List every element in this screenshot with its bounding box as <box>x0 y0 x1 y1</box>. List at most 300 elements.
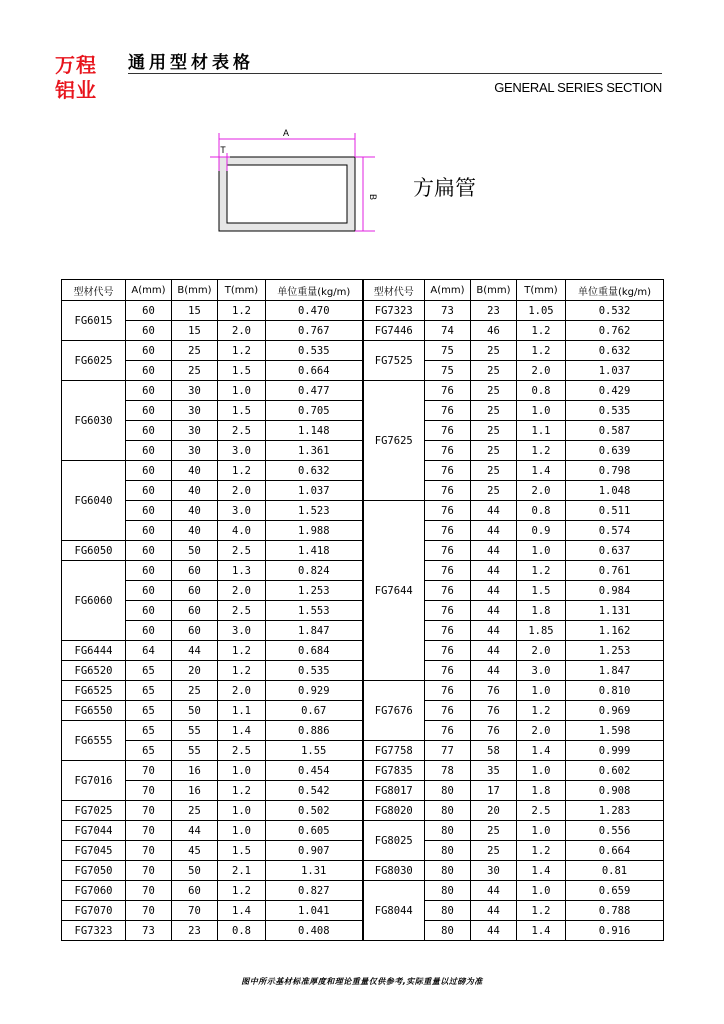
thickness-cell: 1.4 <box>517 861 566 881</box>
unit-weight-cell: 1.31 <box>266 861 363 881</box>
dim-b-cell: 30 <box>172 381 218 401</box>
dim-b-cell: 25 <box>471 401 517 421</box>
unit-weight-cell: 1.253 <box>566 641 664 661</box>
dim-a-cell: 65 <box>126 721 172 741</box>
column-header: B(mm) <box>172 280 218 301</box>
column-header: B(mm) <box>471 280 517 301</box>
dim-a-cell: 65 <box>126 741 172 761</box>
thickness-cell: 2.1 <box>218 861 266 881</box>
thickness-cell: 2.5 <box>218 601 266 621</box>
section-code: FG7323 <box>62 921 126 941</box>
dim-a-cell: 70 <box>126 821 172 841</box>
table-row <box>62 881 664 901</box>
unit-weight-cell: 1.598 <box>566 721 664 741</box>
thickness-cell: 1.3 <box>218 561 266 581</box>
dim-b-cell: 45 <box>172 841 218 861</box>
thickness-cell: 0.8 <box>517 501 566 521</box>
dim-a-cell: 76 <box>425 421 471 441</box>
thickness-cell: 1.2 <box>218 641 266 661</box>
section-code: FG6025 <box>62 341 126 381</box>
unit-weight-cell: 0.511 <box>566 501 664 521</box>
thickness-cell: 3.0 <box>218 441 266 461</box>
unit-weight-cell: 0.602 <box>566 761 664 781</box>
column-header: A(mm) <box>126 280 172 301</box>
dim-b-cell: 20 <box>471 801 517 821</box>
dim-a-cell: 75 <box>425 361 471 381</box>
thickness-cell: 1.0 <box>218 821 266 841</box>
dim-b-cell: 44 <box>471 641 517 661</box>
dim-a-cell: 77 <box>425 741 471 761</box>
section-code: FG6015 <box>62 301 126 341</box>
dim-a-cell: 60 <box>126 521 172 541</box>
table-row <box>62 801 664 821</box>
page-title-en: GENERAL SERIES SECTION <box>494 80 662 95</box>
dim-a-cell: 76 <box>425 521 471 541</box>
dim-b-cell: 40 <box>172 501 218 521</box>
table-row <box>62 381 664 401</box>
dim-b-cell: 16 <box>172 761 218 781</box>
thickness-cell: 1.0 <box>517 821 566 841</box>
section-code: FG7050 <box>62 861 126 881</box>
dim-b-cell: 25 <box>471 841 517 861</box>
thickness-cell: 1.2 <box>517 441 566 461</box>
unit-weight-cell: 0.762 <box>566 321 664 341</box>
dim-b-cell: 44 <box>471 521 517 541</box>
section-code: FG7758 <box>363 741 425 761</box>
thickness-cell: 1.85 <box>517 621 566 641</box>
dim-b-cell: 25 <box>471 341 517 361</box>
thickness-cell: 1.0 <box>517 881 566 901</box>
dim-a-cell: 60 <box>126 481 172 501</box>
dim-a-cell: 60 <box>126 381 172 401</box>
unit-weight-cell: 0.767 <box>266 321 363 341</box>
thickness-cell: 1.2 <box>218 781 266 801</box>
dim-a-cell: 80 <box>425 901 471 921</box>
unit-weight-cell: 1.253 <box>266 581 363 601</box>
brand-logo-line2: 铝业 <box>55 78 97 102</box>
thickness-cell: 1.5 <box>218 361 266 381</box>
unit-weight-cell: 0.81 <box>566 861 664 881</box>
dim-b-cell: 25 <box>172 681 218 701</box>
dim-a-cell: 73 <box>425 301 471 321</box>
dim-a-cell: 60 <box>126 421 172 441</box>
dim-b-cell: 44 <box>172 821 218 841</box>
dim-b-cell: 44 <box>471 541 517 561</box>
table-row <box>62 741 664 761</box>
table-row <box>62 681 664 701</box>
dim-b-cell: 44 <box>471 921 517 941</box>
unit-weight-cell: 0.408 <box>266 921 363 941</box>
table-row <box>62 781 664 801</box>
unit-weight-cell: 1.523 <box>266 501 363 521</box>
product-name: 方扁管 <box>413 176 476 200</box>
dim-b-cell: 30 <box>471 861 517 881</box>
page-title-cn: 通用型材表格 <box>128 53 254 73</box>
brand-logo-line1: 万程 <box>55 53 97 77</box>
thickness-cell: 1.5 <box>517 581 566 601</box>
thickness-cell: 1.4 <box>517 741 566 761</box>
dim-a-cell: 80 <box>425 821 471 841</box>
dim-b-cell: 76 <box>471 721 517 741</box>
dim-a-cell: 76 <box>425 701 471 721</box>
thickness-cell: 2.0 <box>218 321 266 341</box>
thickness-cell: 1.2 <box>218 301 266 321</box>
unit-weight-cell: 0.664 <box>266 361 363 381</box>
unit-weight-cell: 0.907 <box>266 841 363 861</box>
thickness-cell: 1.4 <box>218 901 266 921</box>
dim-b-cell: 15 <box>172 321 218 341</box>
thickness-cell: 1.0 <box>218 761 266 781</box>
dim-a-cell: 76 <box>425 621 471 641</box>
dim-b-cell: 55 <box>172 741 218 761</box>
dim-a-cell: 70 <box>126 761 172 781</box>
section-code: FG7446 <box>363 321 425 341</box>
section-code: FG8044 <box>363 881 425 941</box>
thickness-cell: 3.0 <box>517 661 566 681</box>
dim-a-cell: 76 <box>425 501 471 521</box>
unit-weight-cell: 0.810 <box>566 681 664 701</box>
thickness-cell: 1.2 <box>517 321 566 341</box>
section-code: FG7044 <box>62 821 126 841</box>
dim-a-cell: 70 <box>126 801 172 821</box>
thickness-cell: 1.2 <box>517 701 566 721</box>
dim-a-cell: 76 <box>425 441 471 461</box>
dim-a-cell: 65 <box>126 701 172 721</box>
thickness-cell: 2.0 <box>218 581 266 601</box>
thickness-cell: 1.4 <box>517 921 566 941</box>
dim-b-cell: 17 <box>471 781 517 801</box>
thickness-cell: 1.4 <box>517 461 566 481</box>
section-code: FG8017 <box>363 781 425 801</box>
thickness-cell: 3.0 <box>218 621 266 641</box>
unit-weight-cell: 0.916 <box>566 921 664 941</box>
dim-t-label: T <box>220 145 226 155</box>
unit-weight-cell: 0.429 <box>566 381 664 401</box>
dim-a-cell: 80 <box>425 921 471 941</box>
unit-weight-cell: 1.988 <box>266 521 363 541</box>
dim-a-cell: 70 <box>126 861 172 881</box>
unit-weight-cell: 0.556 <box>566 821 664 841</box>
unit-weight-cell: 0.984 <box>566 581 664 601</box>
dim-a-cell: 65 <box>126 661 172 681</box>
dim-a-cell: 75 <box>425 341 471 361</box>
dim-a-label: A <box>282 128 290 138</box>
dim-b-cell: 44 <box>471 661 517 681</box>
thickness-cell: 1.2 <box>517 901 566 921</box>
thickness-cell: 1.1 <box>517 421 566 441</box>
dim-b-cell: 44 <box>471 501 517 521</box>
unit-weight-cell: 0.535 <box>566 401 664 421</box>
dim-a-cell: 80 <box>425 881 471 901</box>
thickness-cell: 1.0 <box>517 681 566 701</box>
dim-b-cell: 40 <box>172 481 218 501</box>
dim-b-label: B <box>368 193 378 201</box>
dim-b-cell: 50 <box>172 701 218 721</box>
thickness-cell: 0.9 <box>517 521 566 541</box>
unit-weight-cell: 0.798 <box>566 461 664 481</box>
thickness-cell: 1.05 <box>517 301 566 321</box>
unit-weight-cell: 1.361 <box>266 441 363 461</box>
thickness-cell: 0.8 <box>218 921 266 941</box>
dim-a-cell: 76 <box>425 541 471 561</box>
unit-weight-cell: 1.037 <box>566 361 664 381</box>
dim-b-cell: 25 <box>172 361 218 381</box>
unit-weight-cell: 1.048 <box>566 481 664 501</box>
section-code: FG6060 <box>62 561 126 641</box>
thickness-cell: 2.0 <box>218 681 266 701</box>
thickness-cell: 2.0 <box>517 641 566 661</box>
dim-a-cell: 76 <box>425 681 471 701</box>
dim-a-cell: 80 <box>425 861 471 881</box>
thickness-cell: 1.2 <box>517 841 566 861</box>
dim-a-cell: 60 <box>126 621 172 641</box>
table-row <box>62 821 664 841</box>
dim-a-cell: 76 <box>425 481 471 501</box>
dim-b-cell: 60 <box>172 561 218 581</box>
thickness-cell: 4.0 <box>218 521 266 541</box>
table-row <box>62 861 664 881</box>
thickness-cell: 1.8 <box>517 601 566 621</box>
unit-weight-cell: 0.684 <box>266 641 363 661</box>
thickness-cell: 1.5 <box>218 841 266 861</box>
thickness-cell: 1.8 <box>517 781 566 801</box>
spec-table-header <box>62 280 664 301</box>
section-code: FG7060 <box>62 881 126 901</box>
dim-b-cell: 40 <box>172 521 218 541</box>
dim-b-cell: 44 <box>471 881 517 901</box>
unit-weight-cell: 0.542 <box>266 781 363 801</box>
footnote: 图中所示基材标准厚度和理论重量仅供参考,实际重量以过磅为准 <box>241 977 483 986</box>
unit-weight-cell: 1.162 <box>566 621 664 641</box>
unit-weight-cell: 0.67 <box>266 701 363 721</box>
dim-b-cell: 44 <box>471 901 517 921</box>
unit-weight-cell: 0.827 <box>266 881 363 901</box>
unit-weight-cell: 1.847 <box>566 661 664 681</box>
section-code: FG7025 <box>62 801 126 821</box>
dim-a-cell: 76 <box>425 721 471 741</box>
thickness-cell: 1.0 <box>218 381 266 401</box>
dim-b-cell: 60 <box>172 601 218 621</box>
unit-weight-cell: 0.761 <box>566 561 664 581</box>
column-header: 型材代号 <box>62 280 126 301</box>
dim-b-cell: 55 <box>172 721 218 741</box>
dim-b-cell: 60 <box>172 621 218 641</box>
unit-weight-cell: 0.969 <box>566 701 664 721</box>
unit-weight-cell: 1.148 <box>266 421 363 441</box>
dim-b-cell: 60 <box>172 881 218 901</box>
section-code: FG7070 <box>62 901 126 921</box>
unit-weight-cell: 0.929 <box>266 681 363 701</box>
thickness-cell: 1.2 <box>218 341 266 361</box>
section-code: FG6555 <box>62 721 126 761</box>
thickness-cell: 1.5 <box>218 401 266 421</box>
unit-weight-cell: 0.659 <box>566 881 664 901</box>
section-code: FG7016 <box>62 761 126 801</box>
section-code: FG8025 <box>363 821 425 861</box>
profile-diagram <box>200 125 380 235</box>
dim-a-cell: 60 <box>126 561 172 581</box>
dim-b-cell: 25 <box>471 421 517 441</box>
unit-weight-cell: 0.502 <box>266 801 363 821</box>
thickness-cell: 2.0 <box>218 481 266 501</box>
thickness-cell: 2.5 <box>517 801 566 821</box>
section-code: FG7525 <box>363 341 425 381</box>
section-code: FG8020 <box>363 801 425 821</box>
dim-b-cell: 44 <box>172 641 218 661</box>
dim-b-cell: 44 <box>471 601 517 621</box>
section-code: FG6525 <box>62 681 126 701</box>
dim-a-cell: 74 <box>425 321 471 341</box>
section-code: FG6040 <box>62 461 126 541</box>
dim-a-cell: 60 <box>126 601 172 621</box>
dim-b-cell: 50 <box>172 861 218 881</box>
dim-a-cell: 60 <box>126 341 172 361</box>
dim-b-cell: 30 <box>172 401 218 421</box>
dim-b-cell: 25 <box>471 361 517 381</box>
unit-weight-cell: 0.637 <box>566 541 664 561</box>
dim-a-cell: 76 <box>425 401 471 421</box>
unit-weight-cell: 1.553 <box>266 601 363 621</box>
dim-b-cell: 70 <box>172 901 218 921</box>
dim-b-cell: 25 <box>471 461 517 481</box>
thickness-cell: 2.5 <box>218 421 266 441</box>
unit-weight-cell: 1.283 <box>566 801 664 821</box>
dim-a-cell: 60 <box>126 441 172 461</box>
section-code: FG7835 <box>363 761 425 781</box>
dim-b-cell: 58 <box>471 741 517 761</box>
unit-weight-cell: 0.705 <box>266 401 363 421</box>
dim-a-cell: 76 <box>425 461 471 481</box>
dim-b-cell: 44 <box>471 561 517 581</box>
unit-weight-cell: 0.454 <box>266 761 363 781</box>
dim-a-cell: 60 <box>126 321 172 341</box>
thickness-cell: 1.0 <box>517 541 566 561</box>
dim-b-cell: 25 <box>471 481 517 501</box>
dim-b-cell: 16 <box>172 781 218 801</box>
dim-a-cell: 70 <box>126 901 172 921</box>
dim-a-cell: 73 <box>126 921 172 941</box>
column-header: 单位重量(kg/m) <box>266 280 363 301</box>
dim-a-cell: 64 <box>126 641 172 661</box>
thickness-cell: 1.2 <box>517 341 566 361</box>
header-rule <box>128 73 662 74</box>
unit-weight-cell: 1.847 <box>266 621 363 641</box>
unit-weight-cell: 0.886 <box>266 721 363 741</box>
unit-weight-cell: 0.908 <box>566 781 664 801</box>
thickness-cell: 0.8 <box>517 381 566 401</box>
section-code: FG7676 <box>363 681 425 741</box>
thickness-cell: 1.2 <box>218 661 266 681</box>
thickness-cell: 3.0 <box>218 501 266 521</box>
dim-a-cell: 76 <box>425 601 471 621</box>
dim-a-cell: 78 <box>425 761 471 781</box>
dim-b-cell: 44 <box>471 621 517 641</box>
dim-a-cell: 76 <box>425 381 471 401</box>
dim-b-cell: 40 <box>172 461 218 481</box>
dim-b-cell: 23 <box>471 301 517 321</box>
thickness-cell: 1.0 <box>517 761 566 781</box>
section-code: FG6520 <box>62 661 126 681</box>
section-code: FG6030 <box>62 381 126 461</box>
column-header: T(mm) <box>218 280 266 301</box>
thickness-cell: 2.5 <box>218 741 266 761</box>
table-row <box>62 341 664 361</box>
table-row <box>62 301 664 321</box>
dim-b-cell: 15 <box>172 301 218 321</box>
thickness-cell: 2.0 <box>517 361 566 381</box>
dim-b-cell: 20 <box>172 661 218 681</box>
column-header: T(mm) <box>517 280 566 301</box>
thickness-cell: 2.5 <box>218 541 266 561</box>
dim-b-cell: 23 <box>172 921 218 941</box>
section-code: FG7045 <box>62 841 126 861</box>
unit-weight-cell: 0.605 <box>266 821 363 841</box>
dim-b-cell: 50 <box>172 541 218 561</box>
unit-weight-cell: 0.824 <box>266 561 363 581</box>
section-code: FG6550 <box>62 701 126 721</box>
dim-b-cell: 35 <box>471 761 517 781</box>
table-row <box>62 501 664 521</box>
dim-b-cell: 25 <box>471 381 517 401</box>
dim-b-cell: 76 <box>471 681 517 701</box>
unit-weight-cell: 1.55 <box>266 741 363 761</box>
column-header: A(mm) <box>425 280 471 301</box>
unit-weight-cell: 0.788 <box>566 901 664 921</box>
dim-b-cell: 25 <box>471 441 517 461</box>
unit-weight-cell: 0.535 <box>266 341 363 361</box>
dim-a-cell: 76 <box>425 641 471 661</box>
table-row <box>62 321 664 341</box>
section-code: FG7644 <box>363 501 425 681</box>
dim-a-cell: 60 <box>126 461 172 481</box>
dim-a-cell: 60 <box>126 401 172 421</box>
dim-a-cell: 76 <box>425 561 471 581</box>
dim-b-cell: 25 <box>172 801 218 821</box>
dim-a-cell: 76 <box>425 581 471 601</box>
dim-b-cell: 60 <box>172 581 218 601</box>
dim-a-cell: 70 <box>126 841 172 861</box>
dim-b-cell: 25 <box>172 341 218 361</box>
dim-a-cell: 65 <box>126 681 172 701</box>
dim-b-cell: 30 <box>172 421 218 441</box>
thickness-cell: 2.0 <box>517 721 566 741</box>
dim-b-cell: 46 <box>471 321 517 341</box>
column-header: 型材代号 <box>363 280 425 301</box>
dim-a-cell: 80 <box>425 841 471 861</box>
unit-weight-cell: 1.041 <box>266 901 363 921</box>
tube-inner <box>227 165 347 223</box>
dim-a-cell: 80 <box>425 801 471 821</box>
unit-weight-cell: 1.131 <box>566 601 664 621</box>
spec-table <box>61 279 664 941</box>
brand-logo <box>55 53 101 103</box>
table-row <box>62 761 664 781</box>
section-code: FG6050 <box>62 541 126 561</box>
thickness-cell: 1.0 <box>517 401 566 421</box>
unit-weight-cell: 0.535 <box>266 661 363 681</box>
dim-a-cell: 60 <box>126 501 172 521</box>
dim-a-cell: 80 <box>425 781 471 801</box>
unit-weight-cell: 0.632 <box>566 341 664 361</box>
unit-weight-cell: 0.574 <box>566 521 664 541</box>
unit-weight-cell: 0.532 <box>566 301 664 321</box>
thickness-cell: 1.2 <box>218 881 266 901</box>
section-code: FG7625 <box>363 381 425 501</box>
section-code: FG7323 <box>363 301 425 321</box>
unit-weight-cell: 0.477 <box>266 381 363 401</box>
section-code: FG6444 <box>62 641 126 661</box>
thickness-cell: 1.2 <box>517 561 566 581</box>
